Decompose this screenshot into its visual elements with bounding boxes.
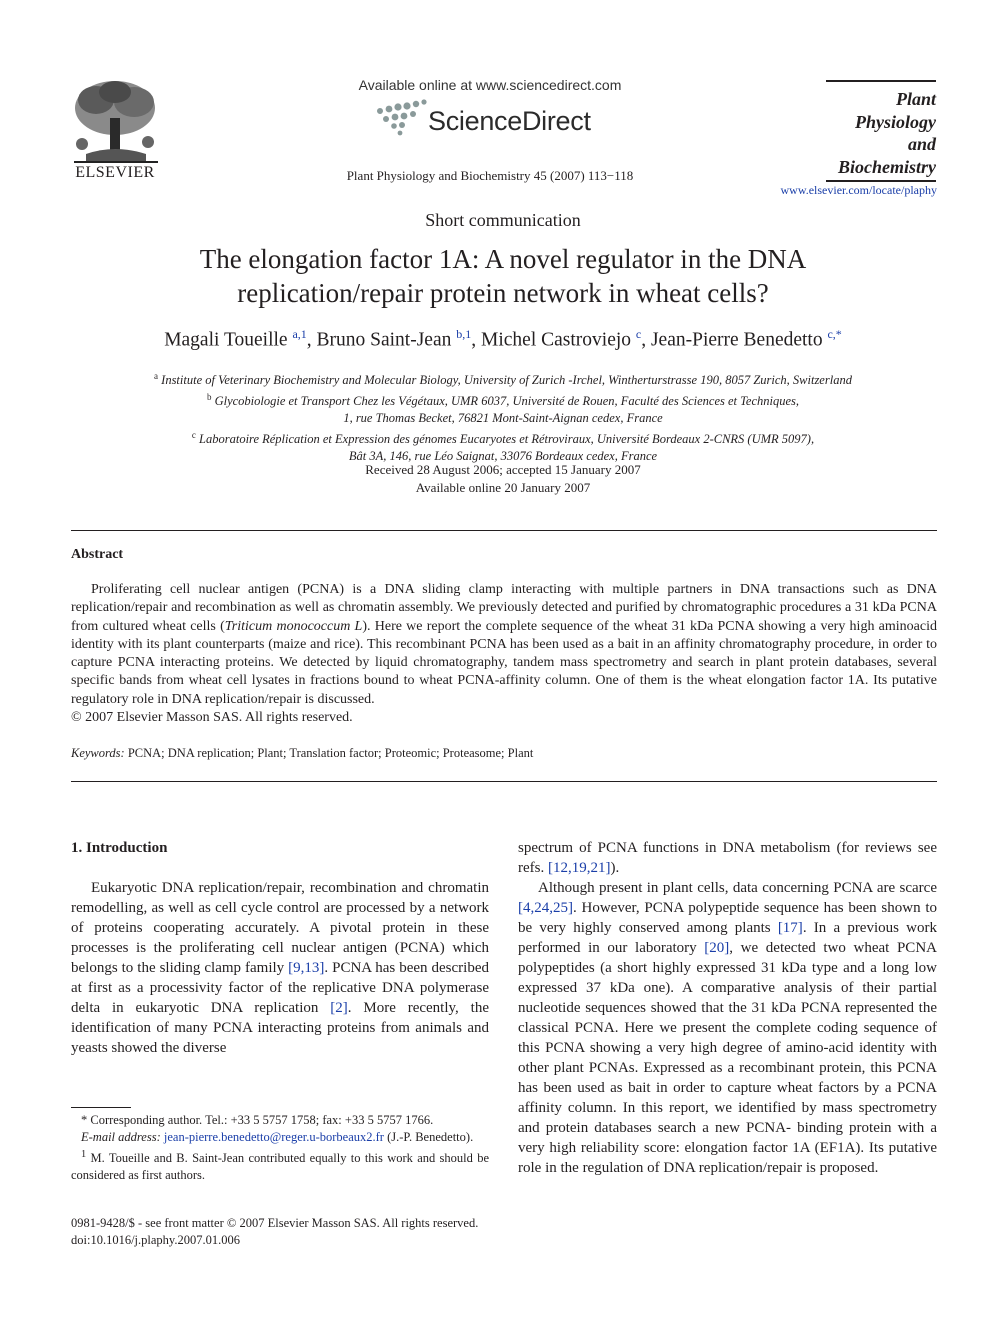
- body-text: Although present in plant cells, data concerning PCNA are scarce: [538, 880, 937, 896]
- species-name: Triticum monococcum L: [224, 618, 363, 634]
- paragraph: [518, 878, 937, 1178]
- available-date: Available online 20 January 2007: [415, 480, 591, 495]
- available-online-text[interactable]: Available online at www.sciencedirect.com: [358, 77, 622, 93]
- page-footer: [71, 1215, 478, 1249]
- abstract-text: ). Here we report the complete sequence of the wheat 31 kDa PCNA showing a very high aminoacid identity with its plant counterparts (maize and rice). This recombinant PCNA has been used as a bait in an affinity chromatography procedure, in order to capture PCNA interacting proteins. We detected by liquid chromatography, tandem mass spectrometry and search in plant protein databases, several specific bands from wheat cell lysates in fractions bound to wheat PCNA-affinity column. One of them is the wheat elongation factor 1A. Its putative regulatory role in DNA replication/repair is discussed.: [71, 618, 937, 707]
- author-affil-sup[interactable]: b,1: [456, 327, 472, 341]
- article-title: [120, 242, 886, 310]
- citation-link[interactable]: [2]: [330, 1000, 348, 1016]
- author-affil-sup[interactable]: c,*: [827, 327, 842, 341]
- author-name[interactable]: Bruno Saint-Jean: [316, 329, 452, 351]
- corresponding-author-note: * Corresponding author. Tel.: +33 5 5757 1758; fax: +33 5 5757 1766.: [81, 1113, 434, 1127]
- keywords-label: Keywords:: [71, 746, 125, 760]
- title-line: replication/repair protein network in wheat cells?: [237, 278, 769, 308]
- body-text: ).: [610, 860, 620, 876]
- journal-title-line: Physiology: [855, 111, 936, 132]
- affiliation-text: Institute of Veterinary Biochemistry and Molecular Biology, University of Zurich -Irchel, Wintherturstrasse 190, 8057 Zurich, Switzerland: [161, 373, 852, 388]
- journal-title-line: Biochemistry: [838, 156, 936, 177]
- author-separator: ,: [471, 329, 481, 351]
- title-line: The elongation factor 1A: A novel regulator in the DNA: [199, 244, 807, 274]
- affiliations: [80, 368, 926, 464]
- article-dates: [0, 461, 992, 497]
- footnote-divider: [71, 1107, 131, 1108]
- author-affil-sup[interactable]: a,1: [292, 327, 307, 341]
- email-note: [71, 1129, 489, 1146]
- right-column: [518, 838, 937, 1178]
- issn-line: 0981-9428/$ - see front matter © 2007 Elsevier Masson SAS. All rights reserved.: [71, 1216, 479, 1230]
- affiliation-text: 1, rue Thomas Becket, 76821 Mont-Saint-Aignan cedex, France: [343, 410, 663, 425]
- citation-link[interactable]: [12,19,21]: [548, 860, 611, 876]
- left-column: [71, 838, 489, 1058]
- abstract-copyright: © 2007 Elsevier Masson SAS. All rights reserved.: [71, 710, 353, 725]
- publisher-name: ELSEVIER: [75, 164, 155, 181]
- footnote-marker: 1: [81, 1149, 87, 1160]
- email-link[interactable]: jean-pierre.benedetto@reger.u-borbeaux2.fr: [163, 1130, 384, 1144]
- affiliation-line: [80, 410, 926, 427]
- affil-marker: c: [191, 429, 196, 440]
- body-text: Eukaryotic DNA replication/repair, recombination and chromatin remodelling, as well as cell cycle control are processed by a network of proteins cooperating accurately. A pivotal protein in these processes is the proliferating cell nuclear antigen (PCNA) which belongs to the sliding clamp family: [71, 880, 489, 976]
- affiliation-text: Glycobiologie et Transport Chez les Végétaux, UMR 6037, Université de Rouen, Faculté des Sciences et Techniques,: [214, 394, 800, 409]
- article-type: Short communication: [425, 210, 581, 230]
- author-name[interactable]: Michel Castroviejo: [481, 329, 632, 351]
- body-text: , we detected two wheat PCNA polypeptides (a short highly expressed 31 kDa type and a long low expressed 37 kDa one). A comparative analysis of their partial nucleotide sequences showed that the 31 kDa PCNA represented the classical PCNA. Here we present the complete coding sequence of this PCNA showing a very high degree of amino-acid identity with other plant PCNAs. Expressed as a recombinant protein, this PCNA has been used as bait in order to capture wheat factors by a PCNA affinity column. In this report, we identified by mass spectrometry and protein databases search a new PCNA- binding protein with a very high reliability score: elongation factor 1A (EF1A). Its putative role in the regulation of DNA replication/repair is proposed.: [518, 940, 937, 1176]
- body-text: . However, PCNA polypeptide sequence has been shown to be very highly conserved among plants: [518, 900, 937, 936]
- journal-url-link[interactable]: www.elsevier.com/locate/plaphy: [780, 183, 937, 197]
- doi-line[interactable]: doi:10.1016/j.plaphy.2007.01.006: [71, 1233, 240, 1247]
- citation-link[interactable]: [4,24,25]: [518, 900, 573, 916]
- paragraph: [71, 878, 489, 1058]
- author-name[interactable]: Jean-Pierre Benedetto: [650, 329, 823, 351]
- affil-marker: b: [206, 391, 212, 402]
- citation-link[interactable]: [20]: [704, 940, 730, 956]
- email-owner: (J.-P. Benedetto).: [387, 1130, 474, 1144]
- author-separator: ,: [641, 329, 651, 351]
- body-text: . More recently, the identification of many PCNA interacting proteins from animals and yeasts showed the diverse: [71, 1000, 489, 1056]
- author-separator: ,: [306, 329, 317, 351]
- section-heading: 1. Introduction: [71, 840, 168, 856]
- body-text: . In a previous work performed in our laboratory: [518, 920, 938, 956]
- affiliation-line: [80, 368, 926, 389]
- keywords-list: PCNA; DNA replication; Plant; Translation factor; Proteomic; Proteasome; Plant: [127, 746, 534, 760]
- divider: [71, 530, 937, 531]
- abstract-body: [71, 581, 937, 709]
- author-list: [60, 327, 946, 352]
- citation-link[interactable]: [9,13]: [288, 960, 325, 976]
- paragraph: [518, 838, 937, 878]
- body-text: . PCNA has been described at first as a processivity factor of the replicative DNA polymerase delta in eukaryotic DNA replication: [71, 960, 489, 1016]
- citation-link[interactable]: [17]: [777, 920, 803, 936]
- abstract-text: Proliferating cell nuclear antigen (PCNA) is a DNA sliding clamp interacting with multiple partners in DNA transactions such as DNA replication/repair and recombination as well as chromatin assembly. We previously detected and purified by chromatographic procedures a 31 kDa PCNA from cultured wheat cells (: [71, 582, 937, 634]
- journal-title-line: and: [907, 134, 936, 154]
- divider: [71, 781, 937, 782]
- email-label: E-mail address:: [81, 1130, 161, 1144]
- body-text: spectrum of PCNA functions in DNA metabolism (for reviews see refs.: [518, 840, 937, 876]
- affiliation-text: Laboratoire Réplication et Expression des génomes Eucaryotes et Rétroviraux, Université Bordeaux 2-CNRS (UMR 5097),: [199, 431, 815, 446]
- affiliation-line: [80, 389, 926, 410]
- keywords: [71, 746, 533, 761]
- received-date: Received 28 August 2006; accepted 15 January 2007: [365, 462, 641, 477]
- author-name[interactable]: Magali Toueille: [164, 329, 288, 351]
- journal-title-line: Plant: [895, 89, 936, 109]
- footnotes: [71, 1112, 489, 1184]
- abstract-heading: Abstract: [71, 547, 124, 562]
- affiliation-line: [80, 427, 926, 448]
- equal-contribution-note: [71, 1146, 489, 1184]
- journal-title-box: [826, 80, 936, 182]
- affiliation-text: Bât 3A, 146, rue Léo Saignat, 33076 Bordeaux cedex, France: [348, 448, 658, 463]
- footnote-text: M. Toueille and B. Saint-Jean contributed equally to this work and should be considered as first authors.: [71, 1151, 489, 1183]
- affil-marker: a: [154, 371, 159, 381]
- sciencedirect-wordmark: ScienceDirect: [428, 106, 591, 136]
- journal-citation: Plant Physiology and Biochemistry 45 (2007) 113−118: [346, 168, 634, 183]
- author-affil-sup[interactable]: c: [635, 327, 642, 341]
